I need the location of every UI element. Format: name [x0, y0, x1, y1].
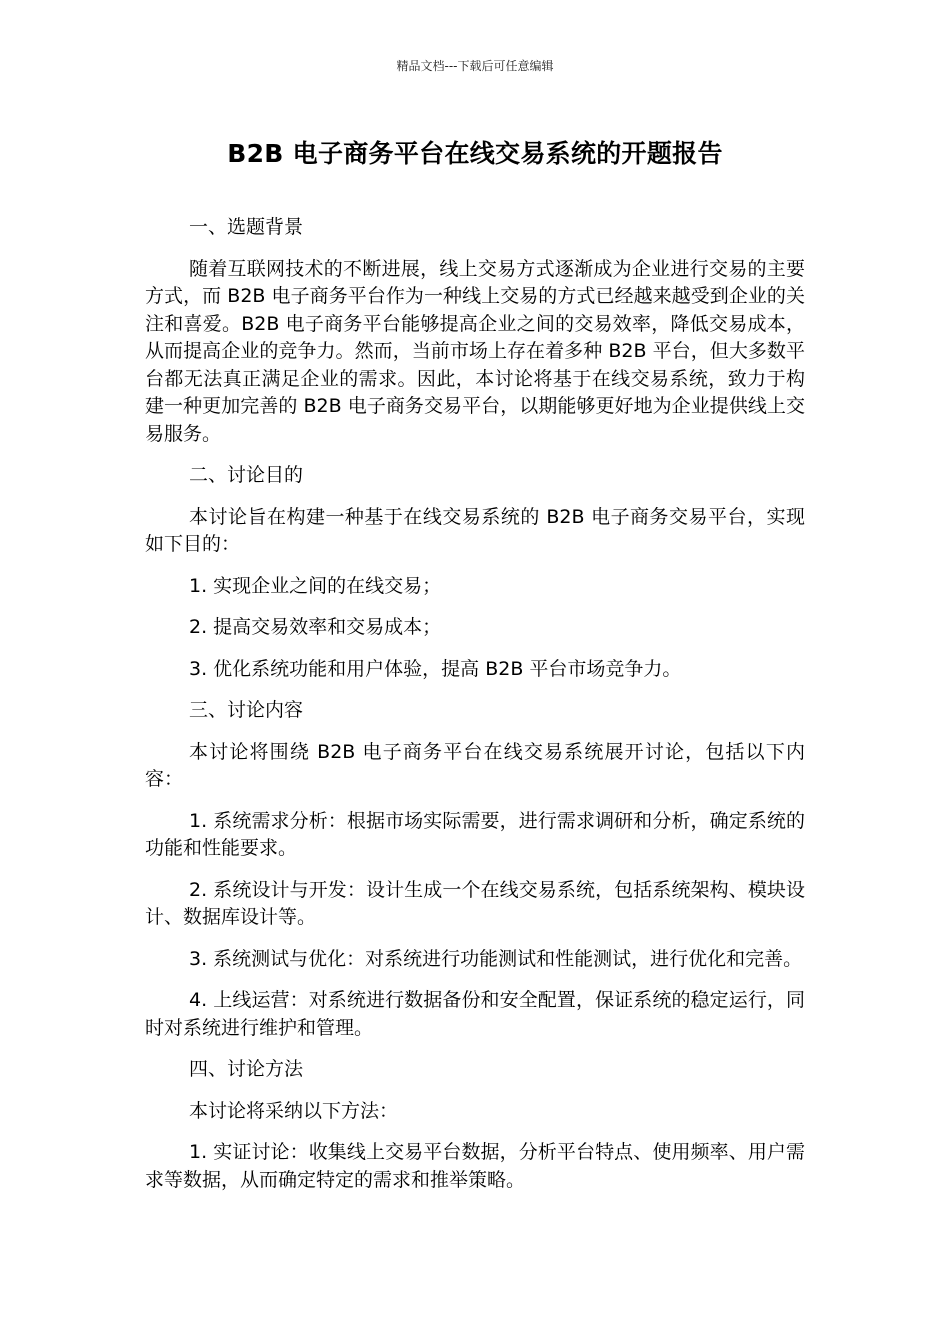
paragraph-background: 随着互联网技术的不断进展，线上交易方式逐渐成为企业进行交易的主要方式，而 B2B 电子商务平台作为一种线上交易的方式已经越来越受到企业的关注和喜爱。B2B 电子商务平台能够提高企业之间的交易效率，降低交易成本，从而提高企业的竞争力。然而，当前市场上存在着多种 B2B 平台，但大多数平台都无法真正满足企业的需求。因此，本讨论将基于在线交易系统，致力于构建一种更加完善的 B2B 电子商务交易平台，以期能够更好地为企业提供线上交易服务。	[145, 257, 805, 445]
paragraph-content-intro: 本讨论将围绕 B2B 电子商务平台在线交易系统展开讨论，包括以下内容：	[145, 740, 805, 790]
paragraph-method-intro: 本讨论将采纳以下方法：	[189, 1099, 399, 1122]
list-item: 2. 系统设计与开发：设计生成一个在线交易系统，包括系统架构、模块设计、数据库设计等。	[145, 878, 805, 928]
paragraph-purpose-intro: 本讨论旨在构建一种基于在线交易系统的 B2B 电子商务交易平台，实现如下目的：	[145, 505, 805, 555]
list-item: 1. 系统需求分析：根据市场实际需要，进行需求调研和分析，确定系统的功能和性能要求。	[145, 809, 805, 859]
document-body	[145, 214, 805, 1208]
section-heading-method: 四、讨论方法	[189, 1058, 304, 1080]
section-heading-purpose: 二、讨论目的	[189, 464, 304, 486]
header-note: 精品文档---下载后可任意编辑	[396, 59, 554, 73]
list-item: 1. 实证讨论：收集线上交易平台数据，分析平台特点、使用频率、用户需求等数据，从而确定特定的需求和推举策略。	[145, 1141, 805, 1191]
list-item: 1. 实现企业之间的在线交易；	[189, 574, 442, 597]
section-heading-background: 一、选题背景	[189, 216, 304, 238]
list-item: 4. 上线运营：对系统进行数据备份和安全配置，保证系统的稳定运行，同时对系统进行维护和管理。	[145, 989, 805, 1039]
list-item: 3. 优化系统功能和用户体验，提高 B2B 平台市场竞争力。	[189, 657, 682, 680]
list-item: 3. 系统测试与优化：对系统进行功能测试和性能测试，进行优化和完善。	[189, 947, 803, 970]
list-item: 2. 提高交易效率和交易成本；	[189, 616, 442, 638]
section-heading-content: 三、讨论内容	[189, 699, 304, 721]
document-title: B2B 电子商务平台在线交易系统的开题报告	[227, 139, 723, 168]
